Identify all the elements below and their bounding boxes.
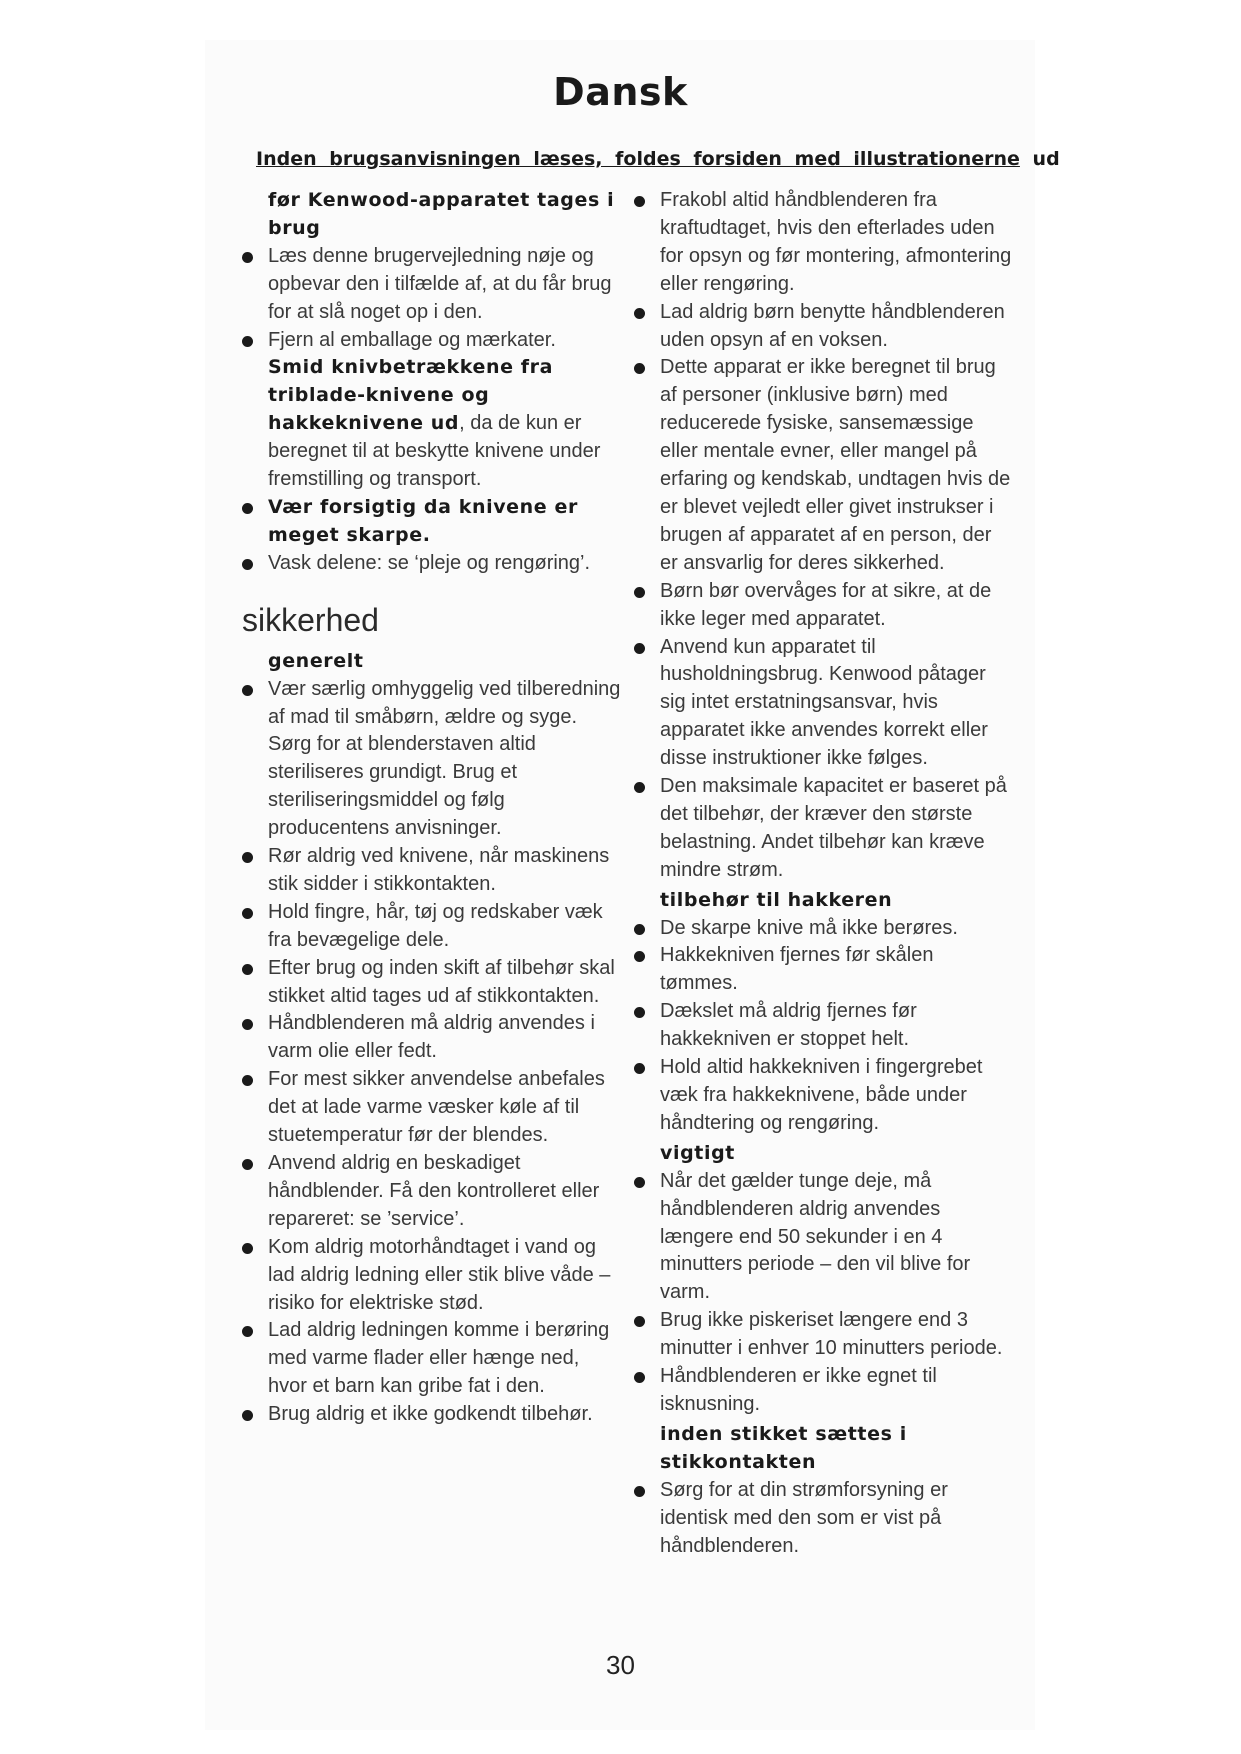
list-item: Når det gælder tunge deje, må håndblenderen aldrig anvendes længere end 50 sekunder i en 4 minutters periode – den vil blive for varm. xyxy=(634,1168,1014,1308)
list-item: Brug ikke piskeriset længere end 3 minutter i enhver 10 minutters periode. xyxy=(634,1307,1014,1363)
list-item: Vær særlig omhyggelig ved tilberedning af mad til småbørn, ældre og syge. Sørg for at blenderstaven altid steriliseres grundigt. Brug et steriliseringsmiddel og følg producentens anvisninger. xyxy=(242,676,622,843)
list-item: Dette apparat er ikke beregnet til brug af personer (inklusive børn) med reducerede fysiske, sansemæssige eller mentale evner, eller mangel på erfaring og kendskab, undtagen hvis de er blevet vejledt eller givet instrukser i brugen af apparatet af en person, der er ansvarlig for deres sikkerhed. xyxy=(634,354,1014,577)
list-item: Læs denne brugervejledning nøje og opbevar den i tilfælde af, at du får brug for at slå noget op i den. xyxy=(242,243,622,327)
list-item: Hold fingre, hår, tøj og redskaber væk fra bevægelige dele. xyxy=(242,899,622,955)
right-column xyxy=(634,187,1014,1560)
subheading-important: vigtigt xyxy=(660,1141,735,1164)
list-item: Sørg for at din strømforsyning er identisk med den som er vist på håndblenderen. xyxy=(634,1477,1014,1561)
subheading-chopper: tilbehør til hakkeren xyxy=(660,888,893,911)
list-item: De skarpe knive må ikke berøres. xyxy=(634,915,1014,943)
list-item: Kom aldrig motorhåndtaget i vand og lad aldrig ledning eller stik blive våde – risiko for elektriske stød. xyxy=(242,1234,622,1318)
list-item: Fjern al emballage og mærkater. xyxy=(242,327,622,355)
list-item: Børn bør overvåges for at sikre, at de ikke leger med apparatet. xyxy=(634,578,1014,634)
list-item: Frakobl altid håndblenderen fra kraftudtaget, hvis den efterlades uden for opsyn og før montering, afmontering eller rengøring. xyxy=(634,187,1014,299)
list-item-warning: Vær forsigtig da knivene er meget skarpe. xyxy=(242,494,622,550)
list-item: Den maksimale kapacitet er baseret på det tilbehør, der kræver den største belastning. Andet tilbehør kan kræve mindre strøm. xyxy=(634,773,1014,885)
list-item: Lad aldrig børn benytte håndblenderen uden opsyn af en voksen. xyxy=(634,299,1014,355)
intro-line xyxy=(256,148,1060,170)
subheading-before-plugging: inden stikket sættes i stikkontakten xyxy=(660,1422,907,1473)
list-item: Anvend kun apparatet til husholdningsbrug. Kenwood påtager sig intet erstatningsansvar, hvis apparatet ikke anvendes korrekt eller disse instruktioner ikke følges. xyxy=(634,634,1014,774)
knife-cover-note xyxy=(242,354,622,494)
list-item: Hakkekniven fjernes før skålen tømmes. xyxy=(634,942,1014,998)
intro-underlined: Inden brugsanvisningen læses, foldes forsiden med illustrationerne xyxy=(256,148,1020,170)
page-number: 30 xyxy=(606,1650,635,1680)
intro-end: ud xyxy=(1032,148,1060,170)
list-item: Rør aldrig ved knivene, når maskinens stik sidder i stikkontakten. xyxy=(242,843,622,899)
list-item: Håndblenderen må aldrig anvendes i varm olie eller fedt. xyxy=(242,1010,622,1066)
subheading-general: generelt xyxy=(268,649,364,672)
page-title: Dansk xyxy=(553,70,688,114)
knife-cover-bold: Smid knivbetrækkene fra triblade-knivene og hakkeknivene ud xyxy=(268,356,554,435)
knife-cover-rest: , da de kun er beregnet til at beskytte knivene under fremstilling og transport. xyxy=(268,412,601,491)
list-item: Dækslet må aldrig fjernes før hakkekniven er stoppet helt. xyxy=(634,998,1014,1054)
list-item: Brug aldrig et ikke godkendt tilbehør. xyxy=(242,1401,622,1429)
list-item: Lad aldrig ledningen komme i berøring med varme flader eller hænge ned, hvor et barn kan gribe fat i den. xyxy=(242,1317,622,1401)
left-column xyxy=(242,187,622,1429)
list-item: Håndblenderen er ikke egnet til isknusning. xyxy=(634,1363,1014,1419)
before-use-heading: før Kenwood-apparatet tages i brug xyxy=(268,189,615,239)
list-item: Hold altid hakkekniven i fingergrebet væk fra hakkeknivene, både under håndtering og rengøring. xyxy=(634,1054,1014,1138)
list-item: Vask delene: se ‘pleje og rengøring’. xyxy=(242,550,622,578)
list-item: Efter brug og inden skift af tilbehør skal stikket altid tages ud af stikkontakten. xyxy=(242,955,622,1011)
section-heading-safety: sikkerhed xyxy=(242,601,379,638)
list-item: For mest sikker anvendelse anbefales det at lade varme væsker køle af til stuetemperatur før der blendes. xyxy=(242,1066,622,1150)
list-item: Anvend aldrig en beskadiget håndblender. Få den kontrolleret eller repareret: se ’service’. xyxy=(242,1150,622,1234)
